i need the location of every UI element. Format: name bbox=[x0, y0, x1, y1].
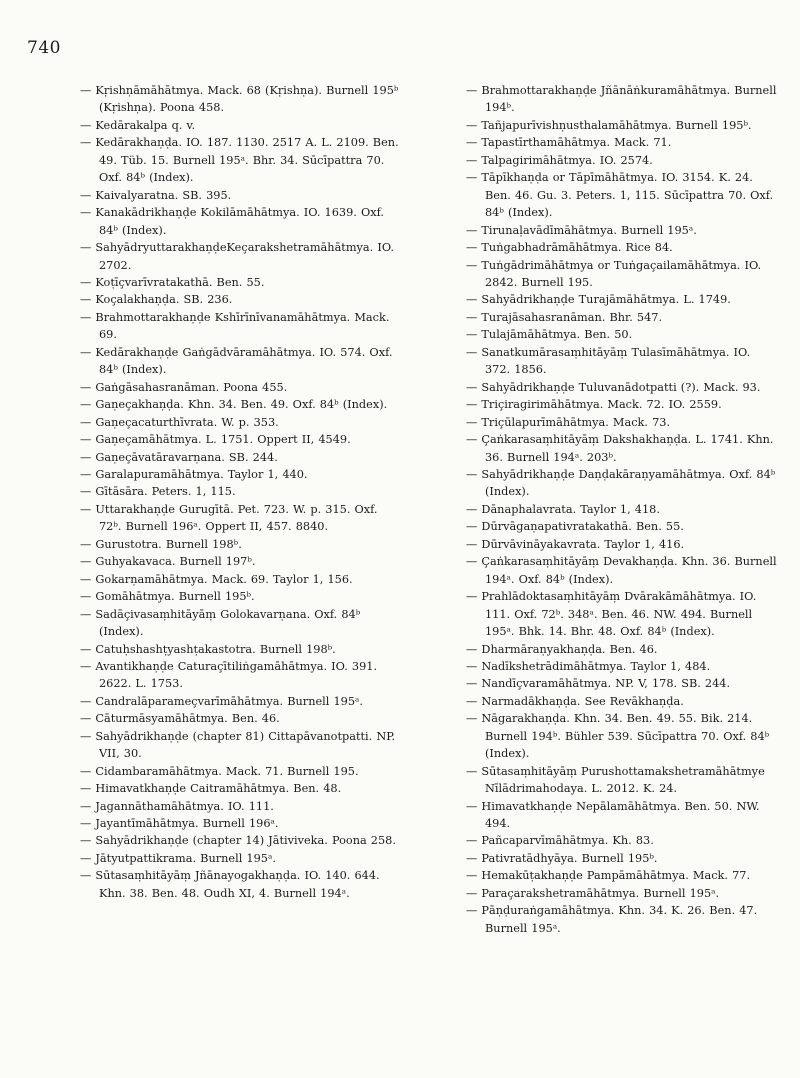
index-entry: — Tuṅgādrimāhātmya or Tuṅgaçailamāhātmya. IO. 2842. Burnell 195. bbox=[466, 258, 762, 289]
index-entry: — Himavatkhaṇḍe Caitramāhātmya. Ben. 48. bbox=[80, 782, 342, 796]
index-entry: — Catuḥshashṭyashṭakastotra. Burnell 198ᵇ. bbox=[80, 642, 336, 656]
index-entry: — Kaivalyaratna. SB. 395. bbox=[80, 188, 232, 202]
index-entry: — Jayantīmāhātmya. Burnell 196ᵃ. bbox=[80, 817, 279, 831]
index-entry: — Tāpīkhaṇḍa or Tāpīmāhātmya. IO. 3154. K. 24. Ben. 46. Gu. 3. Peters. 1, 115. Sūcīpattra 70. Oxf. 84ᵇ (Index). bbox=[466, 171, 774, 220]
right-column bbox=[466, 82, 778, 937]
index-entry: — Kedārakhaṇḍa. IO. 187. 1130. 2517 A. L. 2109. Ben. 49. Tüb. 15. Burnell 195ᵃ. Bhr. 34. Sūcīpattra 70. Oxf. 84ᵇ (Index). bbox=[80, 136, 399, 185]
index-entry: — Guhyakavaca. Burnell 197ᵇ. bbox=[80, 555, 256, 569]
index-entry: — Kṛishṇāmāhātmya. Mack. 68 (Kṛishṇa). Burnell 195ᵇ (Kṛishṇa). Poona 458. bbox=[80, 84, 399, 115]
index-entry: — Brahmottarakhaṇḍe Kshīrīnīvanamāhātmya. Mack. 69. bbox=[80, 310, 390, 342]
index-entry: — Tañjapurīvishṇusthalamāhātmya. Burnell 195ᵇ. bbox=[466, 118, 752, 132]
index-entry: — Pāṇḍuraṅgamāhātmya. Khn. 34. K. 26. Ben. 47. Burnell 195ᵃ. bbox=[466, 904, 758, 935]
index-entry: — Talpagirimāhātmya. IO. 2574. bbox=[466, 153, 653, 167]
index-entry: — Tulajāmāhātmya. Ben. 50. bbox=[466, 328, 633, 342]
index-entry: — Gurustotra. Burnell 198ᵇ. bbox=[80, 537, 242, 551]
index-entry: — Nandīçvaramāhātmya. NP. V, 178. SB. 244. bbox=[466, 677, 731, 691]
index-entry: — Sahyādrikhaṇḍe Turajāmāhātmya. L. 1749. bbox=[466, 293, 731, 307]
index-entry: — Cidambaramāhātmya. Mack. 71. Burnell 195. bbox=[80, 764, 359, 778]
page-number: 740 bbox=[27, 38, 61, 58]
index-entry: — Triçūlapurīmāhātmya. Mack. 73. bbox=[466, 415, 671, 429]
index-entry: — Sūtasaṃhitāyāṃ Purushottamakshetramāhātmye Nīlādrimahodaya. L. 2012. K. 24. bbox=[466, 764, 765, 796]
index-entry: — Sanatkumārasaṃhitāyāṃ Tulasīmāhātmya. IO. 372. 1856. bbox=[466, 345, 751, 377]
index-entry: — Dūrvāgaṇapativratakathā. Ben. 55. bbox=[466, 520, 684, 534]
index-entry: — Gokarṇamāhātmya. Mack. 69. Taylor 1, 156. bbox=[80, 572, 353, 586]
index-entry: — Nāgarakhaṇḍa. Khn. 34. Ben. 49. 55. Bik. 214. Burnell 194ᵇ. Bühler 539. Sūcīpattra 70. Oxf. 84ᵇ (Index). bbox=[466, 712, 770, 761]
index-entry: — Tuṅgabhadrāmāhātmya. Rice 84. bbox=[466, 241, 673, 255]
index-entry: — Narmadākhaṇḍa. See Revākhaṇḍa. bbox=[466, 694, 684, 708]
index-entry: — Cāturmāsyamāhātmya. Ben. 46. bbox=[80, 712, 280, 726]
index-entry: — Sahyādrikhaṇḍe (chapter 81) Cittapāvanotpatti. NP. VII, 30. bbox=[80, 729, 396, 761]
index-entry: — Candralāparameçvarīmāhātmya. Burnell 195ᵃ. bbox=[80, 694, 363, 708]
index-entry: — Brahmottarakhaṇḍe Jñānāṅkuramāhātmya. Burnell 194ᵇ. bbox=[466, 84, 777, 115]
index-entry: — Gītāsāra. Peters. 1, 115. bbox=[80, 485, 236, 499]
index-entry: — Sūtasaṃhitāyāṃ Jñānayogakhaṇḍa. IO. 140. 644. Khn. 38. Ben. 48. Oudh XI, 4. Burnell 194ᵃ. bbox=[80, 869, 380, 900]
left-column bbox=[80, 82, 400, 902]
index-entry: — Pañcaparvīmāhātmya. Kh. 83. bbox=[466, 834, 654, 848]
index-entry: — Sadāçivasaṃhitāyāṃ Golokavarṇana. Oxf. 84ᵇ (Index). bbox=[80, 607, 361, 639]
index-entry: — Çaṅkarasaṃhitāyāṃ Devakhaṇḍa. Khn. 36. Burnell 194ᵃ. Oxf. 84ᵇ (Index). bbox=[466, 555, 777, 586]
index-entry: — Dūrvāvināyakavrata. Taylor 1, 416. bbox=[466, 537, 685, 551]
index-entry: — Çaṅkarasaṃhitāyāṃ Dakshakhaṇḍa. L. 1741. Khn. 36. Burnell 194ᵃ. 203ᵇ. bbox=[466, 433, 774, 464]
index-entry: — Sahyādrikhaṇḍe Daṇḍakāraṇyamāhātmya. Oxf. 84ᵇ (Index). bbox=[466, 467, 776, 499]
index-entry: — Garalapuramāhātmya. Taylor 1, 440. bbox=[80, 467, 308, 481]
index-entry: — Prahlādoktasaṃhitāyāṃ Dvārakāmāhātmya. IO. 111. Oxf. 72ᵇ. 348ᵃ. Ben. 46. NW. 494. Burnell 195ᵃ. Bhk. 14. Bhr. 48. Oxf. 84ᵇ (Index). bbox=[466, 590, 757, 639]
index-entry: — Gaṇeçakhaṇḍa. Khn. 34. Ben. 49. Oxf. 84ᵇ (Index). bbox=[80, 398, 388, 412]
index-entry: — Hemakūṭakhaṇḍe Pampāmāhātmya. Mack. 77. bbox=[466, 869, 751, 883]
index-entry: — Gaṅgāsahasranāman. Poona 455. bbox=[80, 380, 288, 394]
index-entry: — Gaṇeçamāhātmya. L. 1751. Oppert II, 4549. bbox=[80, 433, 351, 447]
index-entry: — SahyādryuttarakhaṇḍeKeçarakshetramāhātmya. IO. 2702. bbox=[80, 241, 395, 272]
index-entry: — Gaṇeçāvatāravarṇana. SB. 244. bbox=[80, 450, 278, 464]
index-entry: — Sahyādrikhaṇḍe (chapter 14) Jātiviveka. Poona 258. bbox=[80, 834, 396, 848]
index-entry: — Turajāsahasranāman. Bhr. 547. bbox=[466, 310, 663, 324]
index-entry: — Dānaphalavrata. Taylor 1, 418. bbox=[466, 502, 660, 516]
index-entry: — Uttarakhaṇḍe Gurugītā. Pet. 723. W. p. 315. Oxf. 72ᵇ. Burnell 196ᵃ. Oppert II, 457. 8840. bbox=[80, 502, 378, 534]
index-entry: — Jātyutpattikrama. Burnell 195ᵃ. bbox=[80, 851, 276, 865]
index-entry: — Triçiragirimāhātmya. Mack. 72. IO. 2559. bbox=[466, 398, 722, 412]
index-entry: — Kanakādrikhaṇḍe Kokilāmāhātmya. IO. 1639. Oxf. 84ᵇ (Index). bbox=[80, 206, 384, 237]
index-entry: — Avantikhaṇḍe Caturaçītiliṅgamāhātmya. IO. 391. 2622. L. 1753. bbox=[80, 659, 378, 691]
index-entry: — Koçalakhaṇḍa. SB. 236. bbox=[80, 293, 233, 307]
index-entry: — Koṭīçvarīvratakathā. Ben. 55. bbox=[80, 275, 265, 289]
index-entry: — Gomāhātmya. Burnell 195ᵇ. bbox=[80, 590, 255, 604]
index-entry: — Dharmāraṇyakhaṇḍa. Ben. 46. bbox=[466, 642, 658, 656]
index-entry: — Pativratādhyāya. Burnell 195ᵇ. bbox=[466, 851, 658, 865]
index-entry: — Tapastīrthamāhātmya. Mack. 71. bbox=[466, 136, 672, 150]
index-entry: — Tirunaḷavādīmāhātmya. Burnell 195ᵃ. bbox=[466, 223, 697, 237]
index-entry: — Kedārakalpa q. v. bbox=[80, 118, 196, 132]
index-entry: — Kedārakhaṇḍe Gaṅgādvāramāhātmya. IO. 574. Oxf. 84ᵇ (Index). bbox=[80, 345, 393, 377]
index-entry: — Nadīkshetrādimāhātmya. Taylor 1, 484. bbox=[466, 659, 711, 673]
index-entry: — Gaṇeçacaturthīvrata. W. p. 353. bbox=[80, 415, 279, 429]
index-entry: — Himavatkhaṇḍe Nepālamāhātmya. Ben. 50. NW. 494. bbox=[466, 799, 760, 831]
index-entry: — Jagannāthamāhātmya. IO. 111. bbox=[80, 799, 274, 813]
index-entry: — Paraçarakshetramāhātmya. Burnell 195ᵃ. bbox=[466, 886, 720, 900]
index-entry: — Sahyādrikhaṇḍe Tuluvanādotpatti (?). Mack. 93. bbox=[466, 380, 761, 394]
